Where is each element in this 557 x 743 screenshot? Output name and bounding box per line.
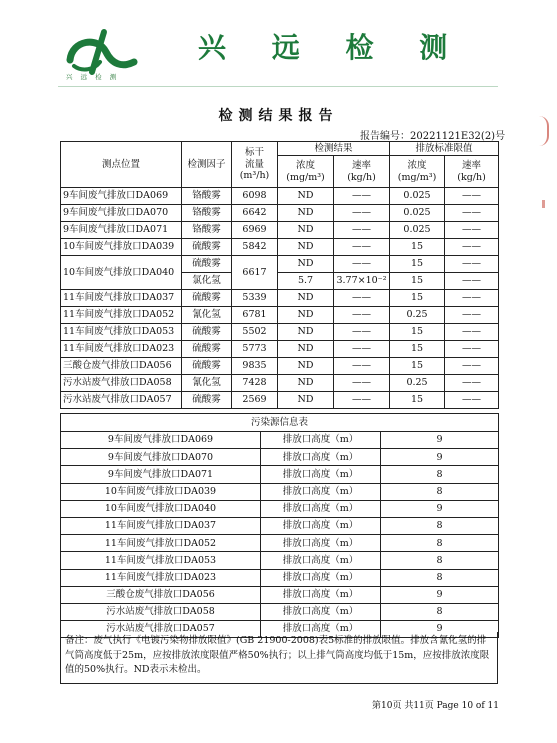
cell-factor: 硫酸雾 <box>182 239 232 256</box>
cell-lrate: —— <box>445 290 499 307</box>
source-table <box>60 413 499 638</box>
source-height-value: 9 <box>381 586 499 603</box>
cell-flow: 5842 <box>232 239 278 256</box>
cell-point: 10车间废气排放口DA039 <box>61 239 182 256</box>
cell-factor: 氰化氢 <box>182 375 232 392</box>
source-height-label: 排放口高度（m） <box>261 603 381 620</box>
source-point: 9车间废气排放口DA069 <box>61 432 261 449</box>
table-row <box>61 205 499 222</box>
source-point: 污水站废气排放口DA058 <box>61 603 261 620</box>
cell-conc: ND <box>278 256 334 273</box>
table-row <box>61 239 499 256</box>
remarks: 备注：废气执行《电镀污染物排放限值》(GB 21900-2008)表5标准的排放限值。排放含氰化氢的排气筒高度低于25m，应按排放浓度限值严格50%执行；以上排气筒高度均低于15m，应按排放浓度限值的50%执行。ND表示未检出。 <box>60 632 498 684</box>
cell-conc: ND <box>278 392 334 409</box>
cell-lrate: —— <box>445 205 499 222</box>
source-height-label: 排放口高度（m） <box>261 535 381 552</box>
red-stamp-mark <box>542 200 545 208</box>
cell-lrate: —— <box>445 222 499 239</box>
source-height-label: 排放口高度（m） <box>261 621 381 638</box>
cell-rate: 3.77×10⁻² <box>334 273 390 290</box>
source-point: 10车间废气排放口DA040 <box>61 500 261 517</box>
cell-factor: 铬酸雾 <box>182 188 232 205</box>
cell-rate: —— <box>334 392 390 409</box>
cell-factor: 氰化氢 <box>182 307 232 324</box>
source-height-label: 排放口高度（m） <box>261 586 381 603</box>
source-height-label: 排放口高度（m） <box>261 517 381 534</box>
cell-lrate: —— <box>445 256 499 273</box>
cell-point: 11车间废气排放口DA023 <box>61 341 182 358</box>
cell-factor: 铬酸雾 <box>182 205 232 222</box>
header-flow: 标干 流量 (m³/h) <box>232 142 278 188</box>
source-height-label: 排放口高度（m） <box>261 466 381 483</box>
red-stamp-edge <box>539 116 549 146</box>
cell-point: 污水站废气排放口DA058 <box>61 375 182 392</box>
source-height-value: 8 <box>381 552 499 569</box>
cell-rate: —— <box>334 239 390 256</box>
cell-rate: —— <box>334 188 390 205</box>
cell-conc: ND <box>278 307 334 324</box>
cell-flow: 5502 <box>232 324 278 341</box>
table-row <box>61 290 499 307</box>
table-row <box>61 222 499 239</box>
cell-rate: —— <box>334 290 390 307</box>
table-row <box>61 392 499 409</box>
cell-lconc: 0.25 <box>390 307 445 324</box>
header-limit-conc: 浓度 (mg/m³) <box>390 156 445 188</box>
results-table <box>60 141 499 409</box>
cell-rate: —— <box>334 205 390 222</box>
cell-point: 10车间废气排放口DA040 <box>61 256 182 290</box>
source-row <box>61 603 499 620</box>
header-limit-group: 排放标准限值 <box>390 142 499 156</box>
cell-lrate: —— <box>445 392 499 409</box>
table-row <box>61 375 499 392</box>
cell-lrate: —— <box>445 341 499 358</box>
source-height-value: 9 <box>381 432 499 449</box>
cell-point: 9车间废气排放口DA069 <box>61 188 182 205</box>
cell-lconc: 0.025 <box>390 188 445 205</box>
cell-conc: ND <box>278 290 334 307</box>
cell-factor: 铬酸雾 <box>182 222 232 239</box>
source-point: 11车间废气排放口DA053 <box>61 552 261 569</box>
source-row <box>61 449 499 466</box>
source-height-label: 排放口高度（m） <box>261 552 381 569</box>
header-limit-rate: 速率 (kg/h) <box>445 156 499 188</box>
page-title: 检测结果报告 <box>218 108 339 124</box>
source-height-value: 8 <box>381 569 499 586</box>
source-height-value: 9 <box>381 621 499 638</box>
cell-factor: 硫酸雾 <box>182 392 232 409</box>
cell-point: 三酸仓废气排放口DA056 <box>61 358 182 375</box>
cell-factor: 氯化氢 <box>182 273 232 290</box>
cell-flow: 2569 <box>232 392 278 409</box>
cell-factor: 硫酸雾 <box>182 256 232 273</box>
source-height-value: 8 <box>381 535 499 552</box>
source-table-title: 污染源信息表 <box>61 414 499 432</box>
cell-conc: ND <box>278 375 334 392</box>
source-point: 11车间废气排放口DA052 <box>61 535 261 552</box>
source-point: 三酸仓废气排放口DA056 <box>61 586 261 603</box>
source-height-label: 排放口高度（m） <box>261 449 381 466</box>
cell-flow: 6642 <box>232 205 278 222</box>
cell-lrate: —— <box>445 358 499 375</box>
header-conc: 浓度 (mg/m³) <box>278 156 334 188</box>
cell-conc: ND <box>278 341 334 358</box>
cell-conc: ND <box>278 358 334 375</box>
cell-point: 9车间废气排放口DA070 <box>61 205 182 222</box>
cell-rate: —— <box>334 222 390 239</box>
source-point: 11车间废气排放口DA023 <box>61 569 261 586</box>
table-row <box>61 256 499 273</box>
source-row <box>61 466 499 483</box>
cell-conc: ND <box>278 222 334 239</box>
cell-rate: —— <box>334 358 390 375</box>
cell-flow: 5339 <box>232 290 278 307</box>
cell-flow: 6969 <box>232 222 278 239</box>
cell-lconc: 0.025 <box>390 205 445 222</box>
cell-lconc: 15 <box>390 290 445 307</box>
cell-lconc: 15 <box>390 392 445 409</box>
header-point: 测点位置 <box>61 142 182 188</box>
source-height-value: 8 <box>381 603 499 620</box>
cell-rate: —— <box>334 341 390 358</box>
cell-flow: 6098 <box>232 188 278 205</box>
source-row <box>61 586 499 603</box>
cell-flow: 9835 <box>232 358 278 375</box>
source-row <box>61 552 499 569</box>
source-height-label: 排放口高度（m） <box>261 432 381 449</box>
cell-rate: —— <box>334 256 390 273</box>
source-row <box>61 569 499 586</box>
source-height-value: 9 <box>381 449 499 466</box>
source-point: 9车间废气排放口DA070 <box>61 449 261 466</box>
cell-flow: 5773 <box>232 341 278 358</box>
source-row <box>61 517 499 534</box>
source-row <box>61 432 499 449</box>
cell-conc: ND <box>278 205 334 222</box>
cell-point: 污水站废气排放口DA057 <box>61 392 182 409</box>
table-row <box>61 341 499 358</box>
header-result-group: 检测结果 <box>278 142 390 156</box>
cell-rate: —— <box>334 324 390 341</box>
cell-flow: 7428 <box>232 375 278 392</box>
cell-lrate: —— <box>445 273 499 290</box>
cell-conc: ND <box>278 239 334 256</box>
cell-conc: ND <box>278 324 334 341</box>
header-rate: 速率 (kg/h) <box>334 156 390 188</box>
table-row <box>61 358 499 375</box>
cell-factor: 硫酸雾 <box>182 290 232 307</box>
cell-point: 9车间废气排放口DA071 <box>61 222 182 239</box>
cell-conc: 5.7 <box>278 273 334 290</box>
source-height-value: 8 <box>381 483 499 500</box>
table-row <box>61 324 499 341</box>
cell-conc: ND <box>278 188 334 205</box>
source-point: 11车间废气排放口DA037 <box>61 517 261 534</box>
table-row <box>61 307 499 324</box>
cell-point: 11车间废气排放口DA052 <box>61 307 182 324</box>
source-height-value: 8 <box>381 466 499 483</box>
cell-rate: —— <box>334 375 390 392</box>
cell-factor: 硫酸雾 <box>182 358 232 375</box>
logo-subtitle: 兴 远 检 测 <box>66 73 120 81</box>
source-point: 10车间废气排放口DA039 <box>61 483 261 500</box>
source-height-value: 9 <box>381 500 499 517</box>
cell-rate: —— <box>334 307 390 324</box>
source-point: 9车间废气排放口DA071 <box>61 466 261 483</box>
header-factor: 检测因子 <box>182 142 232 188</box>
cell-point: 11车间废气排放口DA037 <box>61 290 182 307</box>
cell-factor: 硫酸雾 <box>182 324 232 341</box>
cell-lrate: —— <box>445 307 499 324</box>
cell-lrate: —— <box>445 375 499 392</box>
cell-flow: 6781 <box>232 307 278 324</box>
source-row <box>61 483 499 500</box>
cell-lrate: —— <box>445 324 499 341</box>
header-rule <box>58 86 498 87</box>
page-footer: 第10页 共11页 Page 10 of 11 <box>372 701 499 711</box>
cell-lconc: 15 <box>390 358 445 375</box>
cell-lconc: 15 <box>390 256 445 273</box>
cell-factor: 硫酸雾 <box>182 341 232 358</box>
brand-name: 兴 远 检 测 <box>198 31 466 64</box>
source-height-value: 8 <box>381 517 499 534</box>
table-row <box>61 188 499 205</box>
source-height-label: 排放口高度（m） <box>261 569 381 586</box>
source-height-label: 排放口高度（m） <box>261 483 381 500</box>
cell-lrate: —— <box>445 188 499 205</box>
source-point: 污水站废气排放口DA057 <box>61 621 261 638</box>
source-height-label: 排放口高度（m） <box>261 500 381 517</box>
cell-lconc: 15 <box>390 324 445 341</box>
source-row <box>61 500 499 517</box>
cell-lconc: 15 <box>390 239 445 256</box>
cell-lconc: 0.25 <box>390 375 445 392</box>
cell-lconc: 15 <box>390 341 445 358</box>
cell-point: 11车间废气排放口DA053 <box>61 324 182 341</box>
cell-lconc: 15 <box>390 273 445 290</box>
cell-lrate: —— <box>445 239 499 256</box>
cell-flow: 6617 <box>232 256 278 290</box>
cell-lconc: 0.025 <box>390 222 445 239</box>
report-number: 报告编号：20221121E32(2)号 <box>360 131 506 142</box>
source-row <box>61 535 499 552</box>
